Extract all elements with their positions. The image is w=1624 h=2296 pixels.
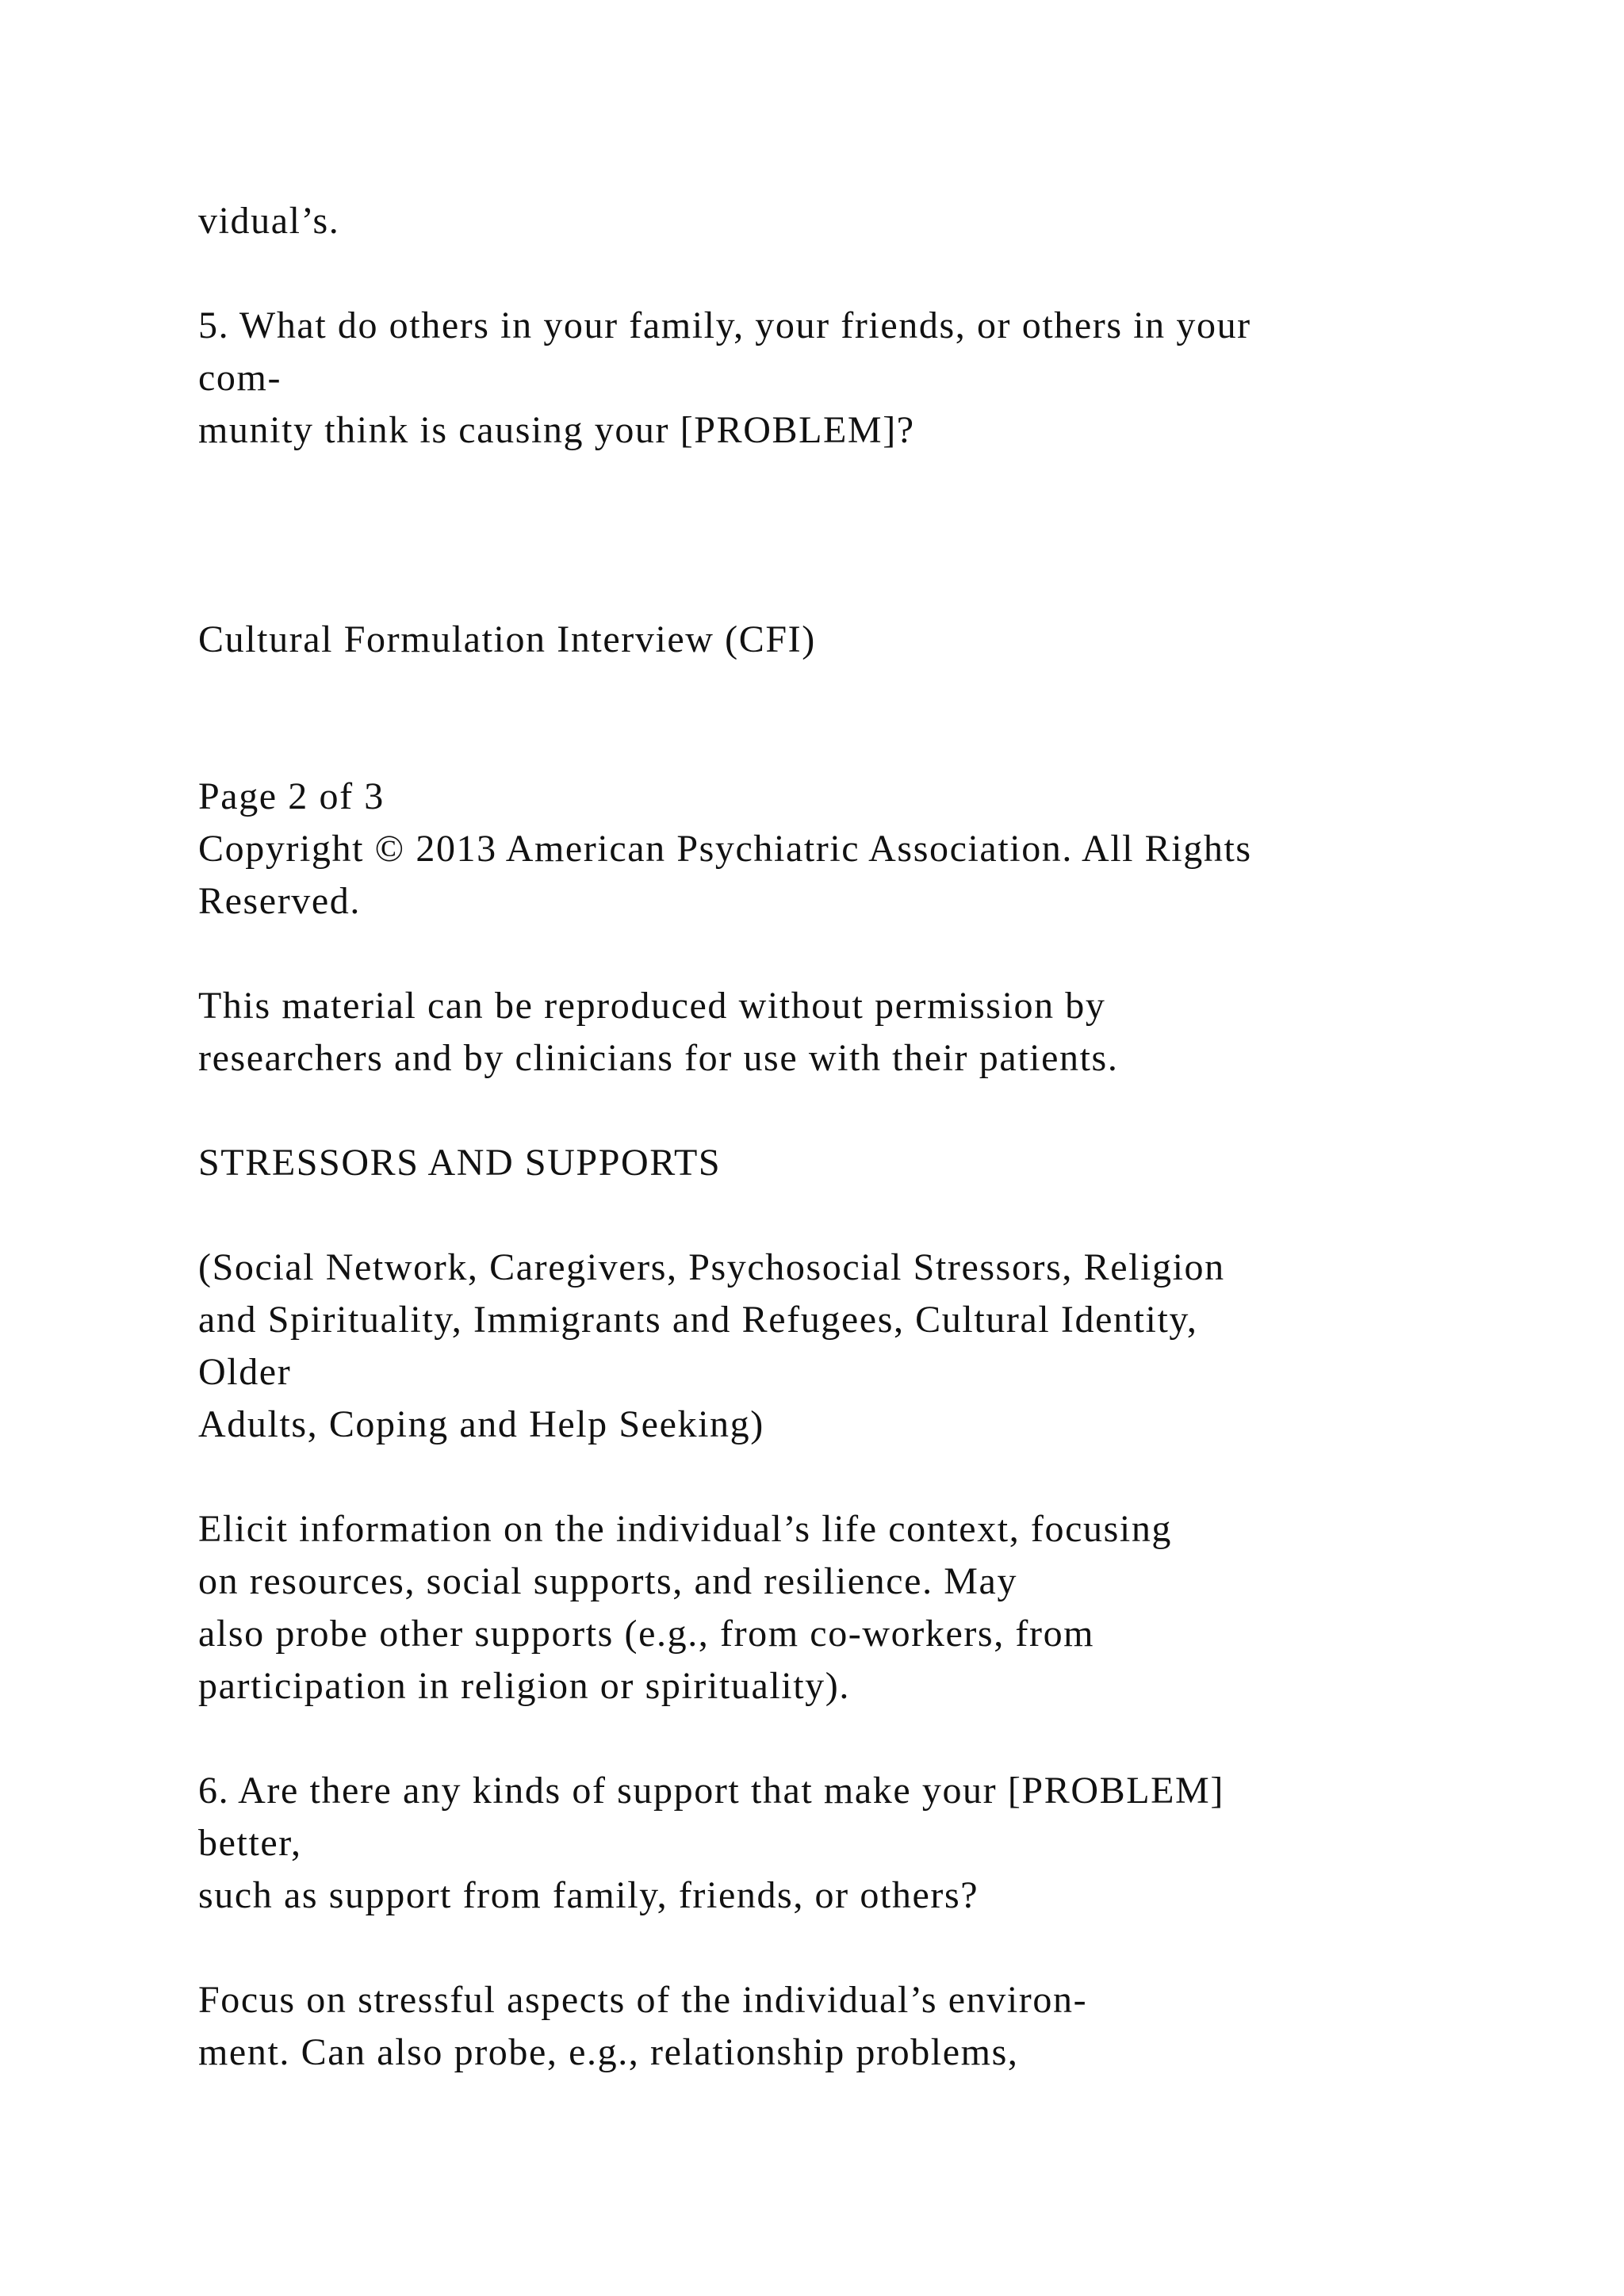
paragraph-spacer [198, 1712, 1546, 1765]
section-heading: STRESSORS AND SUPPORTS [198, 1142, 722, 1184]
section-topics-line: and Spirituality, Immigrants and Refugees, Cultural Identity, [198, 1299, 1198, 1341]
instruction-line: Focus on stressful aspects of the individual’s environ- [198, 1979, 1088, 2021]
paragraph-spacer [198, 1451, 1546, 1503]
question-6-line: better, [198, 1822, 302, 1864]
text-line: vidual’s. [198, 200, 340, 242]
page-number: Page 2 of 3 [198, 775, 385, 817]
paragraph-spacer [198, 1922, 1546, 1974]
section-topics-line: Adults, Coping and Help Seeking) [198, 1403, 764, 1445]
instruction-line: ment. Can also probe, e.g., relationship problems, [198, 2031, 1019, 2073]
instruction-line: on resources, social supports, and resilience. May [198, 1560, 1018, 1602]
paragraph-spacer [198, 247, 1546, 300]
permission-line: researchers and by clinicians for use with their patients. [198, 1037, 1119, 1079]
question-5-line: com- [198, 357, 282, 399]
instruction-line: participation in religion or spirituality). [198, 1665, 850, 1707]
copyright-line: Copyright © 2013 American Psychiatric Association. All Rights [198, 828, 1252, 870]
instruction-line: also probe other supports (e.g., from co-workers, from [198, 1613, 1095, 1655]
paragraph-spacer [198, 457, 1546, 614]
copyright-line: Reserved. [198, 880, 361, 922]
form-title: Cultural Formulation Interview (CFI) [198, 618, 816, 660]
question-6-line: 6. Are there any kinds of support that make your [PROBLEM] [198, 1770, 1224, 1812]
question-5-line: munity think is causing your [PROBLEM]? [198, 409, 915, 451]
paragraph-spacer [198, 928, 1546, 980]
paragraph-spacer [198, 1189, 1546, 1242]
permission-line: This material can be reproduced without permission by [198, 985, 1106, 1027]
document-body [198, 195, 1546, 2079]
paragraph-spacer [198, 666, 1546, 771]
question-5-line: 5. What do others in your family, your friends, or others in your [198, 304, 1251, 346]
question-6-line: such as support from family, friends, or others? [198, 1874, 979, 1916]
instruction-line: Elicit information on the individual’s life context, focusing [198, 1508, 1173, 1550]
paragraph-spacer [198, 1085, 1546, 1137]
section-topics-line: (Social Network, Caregivers, Psychosocial Stressors, Religion [198, 1246, 1225, 1288]
section-topics-line: Older [198, 1351, 292, 1393]
